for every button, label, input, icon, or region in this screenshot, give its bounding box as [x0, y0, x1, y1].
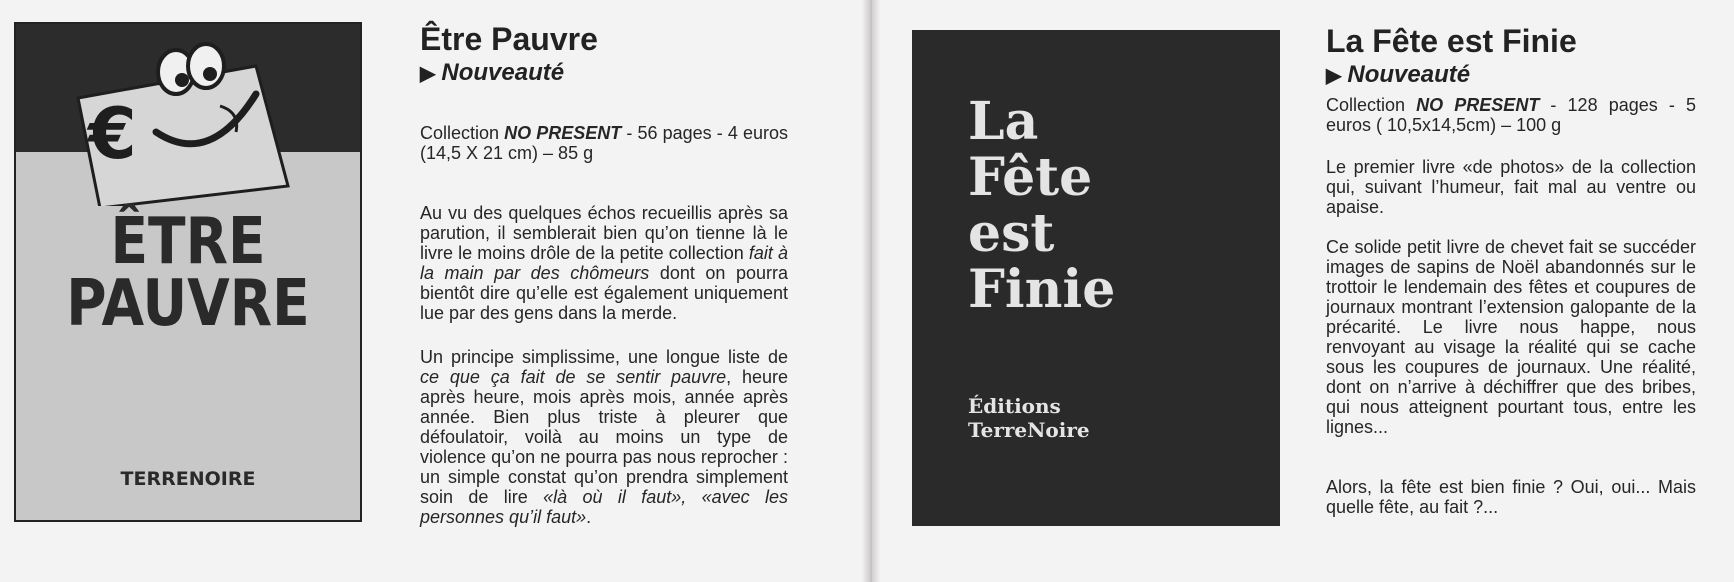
meta-details: - 128 pages - 5 euros ( 10,5x14,5cm) – 100 g	[1326, 95, 1696, 135]
etre-pauvre-cover	[14, 22, 362, 522]
paragraph-2-middle: , heure après heure, mois après mois, année après année. Bien plus triste à pleurer que défoulatoir, voilà au moins un type de violence qu’on ne pourra pas nous reprocher : un simple constat qu’on prendra simplement soin de lire	[420, 367, 788, 507]
la-fete-est-finie-description	[1326, 22, 1696, 517]
new-badge	[1326, 60, 1696, 91]
cover-publisher-line2: TerreNoire	[968, 418, 1090, 442]
cover-title-line2: Fête	[968, 147, 1093, 208]
paragraph-2: Ce solide petit livre de chevet fait se succéder images de sapins de Noël abandonnés sur le trottoir le lendemain des fêtes et coupures de journaux montrant l’extension galopante de la précarité. Le livre nous happe, nous renvoyant au visage la réalité qui se cache sous les coupures de journaux. Une réalité, dont on n’arrive à déchiffrer que des bribes, qui nous atteignent pourtant tous, entre les lignes...	[1326, 237, 1696, 437]
new-badge	[420, 58, 788, 89]
euro-ticket-icon	[60, 36, 330, 206]
meta-prefix: Collection	[1326, 95, 1417, 115]
paragraph-2-quote: «là où il faut», «avec les personnes qu’il faut»	[420, 487, 788, 527]
cover-title-line1: ÊTRE	[110, 205, 266, 279]
cover-title-line4: Finie	[968, 259, 1116, 320]
new-badge-label: Nouveauté	[441, 59, 565, 86]
triangle-right-icon: ▶	[1326, 65, 1342, 87]
cover-title-line1: La	[968, 91, 1039, 152]
collection-name: NO PRESENT	[1416, 95, 1540, 115]
paragraph-1: Le premier livre «de photos» de la collection qui, suivant l’humeur, fait mal au ventre ou apaise.	[1326, 157, 1696, 217]
meta-details: - 56 pages - 4 euros (14,5 X 21 cm) – 85 g	[420, 123, 788, 163]
paragraph-1	[420, 203, 788, 323]
book-title: La Fête est Finie	[1326, 23, 1577, 59]
euro-symbol: €	[88, 93, 137, 175]
collection-name: NO PRESENT	[504, 123, 622, 143]
new-badge-label: Nouveauté	[1347, 61, 1471, 88]
paragraph-1-italic: fait à la main par des chômeurs	[420, 243, 788, 283]
cover-publisher	[968, 394, 1090, 442]
la-fete-est-finie-cover	[912, 30, 1280, 526]
cover-title-line3: est	[968, 203, 1055, 264]
meta-prefix: Collection	[420, 123, 505, 143]
paragraph-2-end: .	[586, 507, 592, 527]
cover-title-line2: PAUVRE	[66, 267, 310, 341]
paragraph-2-text: Un principe simplissime, une longue liste de	[420, 347, 788, 367]
cover-publisher: TERRENOIRE	[120, 468, 256, 490]
book-meta	[1326, 95, 1696, 135]
cover-publisher-line1: Éditions	[968, 394, 1061, 418]
book-meta	[420, 123, 788, 163]
book-title: Être Pauvre	[420, 21, 598, 57]
paragraph-1-text: Au vu des quelques échos recueillis après sa parution, il semblerait bien qu’on tienne là le livre le moins drôle de la petite collection	[420, 203, 788, 263]
paragraph-2-italic: ce que ça fait de se sentir pauvre	[420, 367, 727, 387]
triangle-right-icon: ▶	[420, 63, 436, 85]
book-gutter	[862, 0, 880, 582]
etre-pauvre-description	[420, 20, 788, 527]
cover-title	[968, 91, 1116, 320]
paragraph-1-end: dont on pourra bientôt dire qu’elle est également uniquement lue par des gens dans la merde.	[420, 263, 788, 323]
paragraph-2	[420, 347, 788, 527]
paragraph-3: Alors, la fête est bien finie ? Oui, oui... Mais quelle fête, au fait ?...	[1326, 477, 1696, 517]
